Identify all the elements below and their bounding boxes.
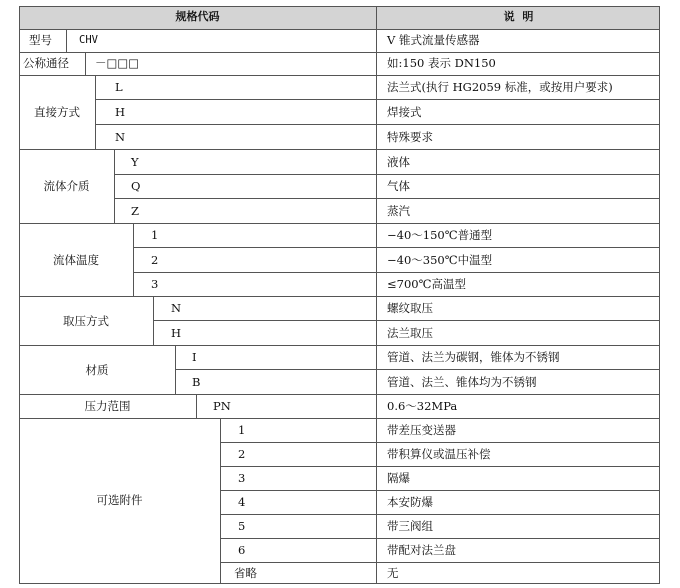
accessories-label: 可选附件 bbox=[96, 493, 143, 507]
pressure-tap-label: 取压方式 bbox=[63, 314, 109, 328]
pressure-range-code: PN bbox=[213, 399, 231, 413]
accessory-code: 3 bbox=[238, 471, 246, 485]
grid-line bbox=[66, 29, 67, 52]
accessory-code: 4 bbox=[238, 495, 246, 509]
accessory-desc: 无 bbox=[387, 566, 399, 580]
temperature-code: 1 bbox=[151, 228, 159, 242]
model-label: 型号 bbox=[29, 33, 52, 47]
grid-line bbox=[114, 149, 115, 223]
header-spec-code: 规格代码 bbox=[175, 10, 220, 23]
spec-code-table bbox=[19, 6, 660, 584]
pressure-tap-code: N bbox=[171, 301, 182, 315]
grid-line bbox=[19, 583, 660, 584]
grid-line bbox=[220, 442, 660, 443]
grid-line bbox=[19, 149, 660, 150]
grid-line bbox=[220, 490, 660, 491]
grid-line bbox=[220, 562, 660, 563]
diameter-label: 公称通径 bbox=[23, 56, 69, 70]
grid-line bbox=[220, 466, 660, 467]
material-label: 材质 bbox=[85, 363, 109, 377]
grid-line bbox=[85, 52, 86, 75]
connection-code: L bbox=[115, 80, 123, 94]
header-description: 说 明 bbox=[503, 10, 534, 23]
connection-desc: 法兰式(执行 HG2059 标准，或按用户要求) bbox=[387, 80, 613, 94]
grid-line bbox=[196, 394, 197, 418]
grid-line bbox=[19, 29, 660, 30]
accessory-desc: 带配对法兰盘 bbox=[387, 543, 456, 557]
grid-line bbox=[175, 345, 176, 394]
accessory-desc: 本安防爆 bbox=[387, 495, 433, 509]
grid-line bbox=[19, 52, 660, 53]
pressure-tap-desc: 螺纹取压 bbox=[387, 301, 433, 315]
grid-line bbox=[114, 198, 660, 199]
temperature-desc: −40～350℃中温型 bbox=[387, 253, 493, 267]
connection-code: N bbox=[115, 130, 126, 144]
grid-line bbox=[175, 369, 660, 370]
grid-line bbox=[19, 223, 660, 224]
medium-code: Q bbox=[131, 179, 141, 193]
medium-code: Y bbox=[131, 155, 139, 169]
grid-line bbox=[19, 418, 660, 419]
grid-line bbox=[95, 124, 660, 125]
grid-line bbox=[95, 75, 96, 149]
accessory-code: 6 bbox=[238, 543, 246, 557]
medium-label: 流体介质 bbox=[43, 179, 90, 193]
medium-code: Z bbox=[131, 204, 139, 218]
diameter-desc: 如:150 表示 DN150 bbox=[387, 56, 496, 70]
grid-line bbox=[114, 174, 660, 175]
temperature-code: 2 bbox=[151, 253, 159, 267]
temperature-code: 3 bbox=[151, 277, 159, 291]
diameter-code: －□□□ bbox=[95, 56, 140, 70]
accessory-desc: 带三阀组 bbox=[387, 519, 433, 533]
pressure-range-desc: 0.6～32MPa bbox=[387, 399, 458, 413]
grid-line bbox=[133, 223, 134, 296]
accessory-desc: 隔爆 bbox=[387, 471, 410, 485]
accessory-desc: 带积算仪或温压补偿 bbox=[387, 447, 491, 461]
grid-line bbox=[220, 514, 660, 515]
material-desc: 管道、法兰为碳钢，锥体为不锈钢 bbox=[387, 350, 560, 364]
grid-line bbox=[133, 247, 660, 248]
connection-desc: 特殊要求 bbox=[387, 130, 433, 144]
grid-line bbox=[19, 394, 660, 395]
accessory-code: 省略 bbox=[234, 566, 257, 580]
material-desc: 管道、法兰、锥体均为不锈钢 bbox=[387, 375, 537, 389]
accessory-desc: 带差压变送器 bbox=[387, 423, 456, 437]
connection-code: H bbox=[115, 105, 126, 119]
grid-line bbox=[220, 418, 221, 584]
grid-line bbox=[153, 320, 660, 321]
material-code: B bbox=[192, 375, 201, 389]
medium-desc: 蒸汽 bbox=[387, 204, 410, 218]
medium-desc: 气体 bbox=[387, 179, 410, 193]
medium-desc: 液体 bbox=[387, 155, 410, 169]
accessory-code: 1 bbox=[238, 423, 246, 437]
grid-line bbox=[133, 272, 660, 273]
pressure-range-label: 压力范围 bbox=[84, 399, 131, 413]
grid-line bbox=[659, 6, 660, 584]
accessory-code: 5 bbox=[238, 519, 246, 533]
grid-line bbox=[19, 6, 660, 7]
grid-line bbox=[19, 345, 660, 346]
grid-line bbox=[376, 6, 377, 584]
grid-line bbox=[19, 296, 660, 297]
temperature-label: 流体温度 bbox=[53, 253, 99, 267]
connection-label: 直接方式 bbox=[34, 105, 80, 119]
pressure-tap-code: H bbox=[171, 326, 182, 340]
grid-line bbox=[95, 99, 660, 100]
pressure-tap-desc: 法兰取压 bbox=[387, 326, 433, 340]
grid-line bbox=[220, 538, 660, 539]
connection-desc: 焊接式 bbox=[387, 105, 422, 119]
temperature-desc: ≤700℃高温型 bbox=[387, 277, 466, 291]
model-code: CHV bbox=[79, 34, 98, 46]
accessory-code: 2 bbox=[238, 447, 246, 461]
model-desc: V 锥式流量传感器 bbox=[387, 33, 480, 47]
material-code: I bbox=[192, 350, 197, 364]
grid-line bbox=[19, 75, 660, 76]
temperature-desc: −40～150℃普通型 bbox=[387, 228, 493, 242]
grid-line bbox=[153, 296, 154, 345]
